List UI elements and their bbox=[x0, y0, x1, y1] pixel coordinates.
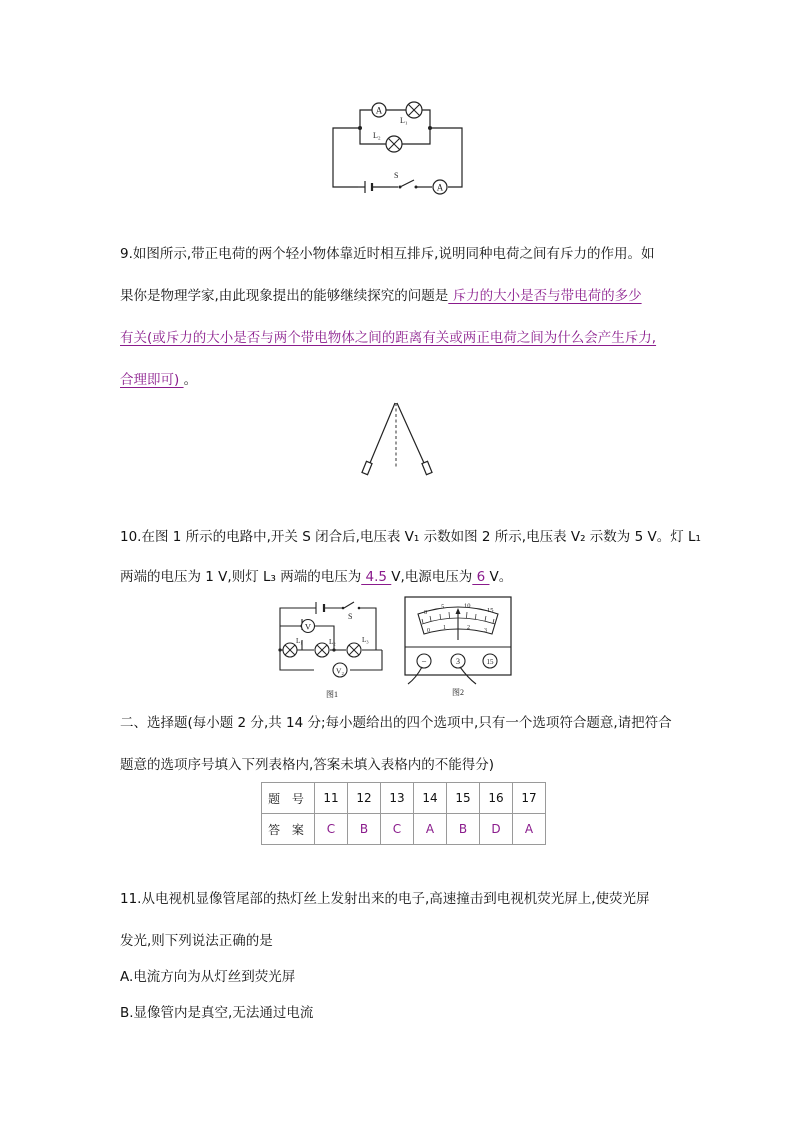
ammeter-icon bbox=[433, 180, 447, 194]
q11-option-a: A.电流方向为从灯丝到荧光屏 bbox=[120, 969, 296, 985]
svg-text:3: 3 bbox=[456, 657, 460, 666]
section-2-line-2: 题意的选项序号填入下列表格内,答案未填入表格内的不能得分) bbox=[120, 757, 495, 773]
svg-text:L₂: L₂ bbox=[329, 638, 336, 646]
q9-answer-part-1: 斥力的大小是否与带电荷的多少 bbox=[448, 288, 642, 304]
svg-text:S: S bbox=[348, 612, 353, 621]
table-row bbox=[262, 783, 546, 814]
svg-text:V₂: V₂ bbox=[335, 666, 345, 676]
svg-text:1: 1 bbox=[443, 625, 446, 631]
svg-text:0: 0 bbox=[424, 609, 428, 616]
figure-1-caption: 图1 bbox=[326, 690, 338, 699]
answer-cell: A bbox=[414, 814, 447, 845]
svg-text:3: 3 bbox=[484, 628, 487, 634]
svg-text:0: 0 bbox=[427, 628, 430, 634]
question-number-cell: 11 bbox=[315, 783, 348, 814]
svg-text:5: 5 bbox=[441, 603, 445, 611]
q10-line-2-a: 两端的电压为 1 V,则灯 L₃ 两端的电压为 bbox=[120, 569, 362, 585]
lamp-l1-icon bbox=[406, 102, 422, 118]
terminal-negative bbox=[417, 654, 431, 668]
section-2-line-1: 二、选择题(每小题 2 分,共 14 分;每小题给出的四个选项中,只有一个选项符合题意,请把符合 bbox=[120, 715, 672, 731]
terminal-15 bbox=[483, 654, 497, 668]
svg-text:L₁: L₁ bbox=[400, 116, 408, 125]
answer-cell: A bbox=[513, 814, 546, 845]
svg-text:S: S bbox=[394, 171, 399, 180]
terminal-3 bbox=[451, 654, 465, 668]
ammeter-icon bbox=[372, 103, 386, 117]
row-header-number: 题 号 bbox=[262, 783, 315, 814]
question-number-cell: 14 bbox=[414, 783, 447, 814]
svg-text:15: 15 bbox=[486, 658, 494, 666]
q9-line-2 bbox=[120, 286, 642, 306]
answer-cell: C bbox=[315, 814, 348, 845]
q11-line-1: 11.从电视机显像管尾部的热灯丝上发射出来的电子,高速撞击到电视机荧光屏上,使荧光屏 bbox=[120, 891, 650, 907]
q10-line-1: 10.在图 1 所示的电路中,开关 S 闭合后,电压表 V₁ 示数如图 2 所示,电压表 V₂ 示数为 5 V。灯 L₁ bbox=[120, 529, 701, 545]
q11-option-b: B.显像管内是真空,无法通过电流 bbox=[120, 1005, 314, 1021]
lamp-l2-icon bbox=[315, 643, 329, 657]
question-number-cell: 16 bbox=[480, 783, 513, 814]
table-row bbox=[262, 814, 546, 845]
q9-line-2-prefix: 果你是物理学家,由此现象提出的能够继续探究的问题是 bbox=[120, 288, 449, 304]
answer-cell: B bbox=[348, 814, 381, 845]
svg-text:A: A bbox=[436, 182, 444, 193]
q10-line-2-b: V,电源电压为 bbox=[391, 569, 473, 585]
voltmeter-v1-icon bbox=[302, 620, 315, 633]
figure-1-circuit bbox=[272, 600, 392, 705]
question-number-cell: 17 bbox=[513, 783, 546, 814]
question-number-cell: 13 bbox=[381, 783, 414, 814]
svg-text:L₁: L₁ bbox=[296, 637, 303, 645]
figure-2-caption: 图2 bbox=[452, 688, 464, 697]
q10-answer-1: 4.5 bbox=[361, 569, 392, 585]
question-number-cell: 15 bbox=[447, 783, 480, 814]
question-number-cell: 12 bbox=[348, 783, 381, 814]
q10-answer-2: 6 bbox=[472, 569, 490, 585]
charged-object-right bbox=[422, 461, 432, 474]
answer-cell: B bbox=[447, 814, 480, 845]
svg-text:−: − bbox=[421, 656, 427, 667]
svg-text:10: 10 bbox=[464, 602, 471, 610]
q9-answer-part-3: 合理即可) bbox=[120, 372, 184, 388]
q9-line-4 bbox=[120, 370, 197, 390]
q10-line-2 bbox=[120, 567, 512, 587]
svg-text:A: A bbox=[375, 105, 383, 116]
voltmeter-v2-icon bbox=[333, 663, 347, 677]
figure-2-voltmeter bbox=[400, 594, 516, 704]
svg-text:2: 2 bbox=[467, 625, 470, 631]
circuit-diagram-1 bbox=[320, 92, 480, 202]
svg-text:L₂: L₂ bbox=[373, 131, 381, 140]
q9-answer-part-2: 有关(或斥力的大小是否与两个带电物体之间的距离有关或两正电荷之间为什么会产生斥力, bbox=[120, 330, 657, 346]
q9-suffix: 。 bbox=[183, 372, 198, 388]
q10-line-2-c: V。 bbox=[489, 569, 513, 585]
q9-line-1: 9.如图所示,带正电荷的两个轻小物体靠近时相互排斥,说明同种电荷之间有斥力的作用。如 bbox=[120, 246, 655, 262]
charged-object-left bbox=[362, 461, 372, 474]
answer-table bbox=[261, 782, 546, 845]
svg-text:L₃: L₃ bbox=[362, 636, 369, 644]
answer-cell: D bbox=[480, 814, 513, 845]
svg-text:15: 15 bbox=[487, 607, 494, 614]
lamp-l1-icon bbox=[283, 643, 297, 657]
lamp-l3-icon bbox=[347, 643, 361, 657]
q11-line-2: 发光,则下列说法正确的是 bbox=[120, 933, 273, 949]
lamp-l2-icon bbox=[386, 136, 402, 152]
svg-text:V: V bbox=[304, 621, 312, 632]
answer-cell: C bbox=[381, 814, 414, 845]
row-header-answer: 答 案 bbox=[262, 814, 315, 845]
repelling-charges-diagram bbox=[350, 400, 440, 480]
